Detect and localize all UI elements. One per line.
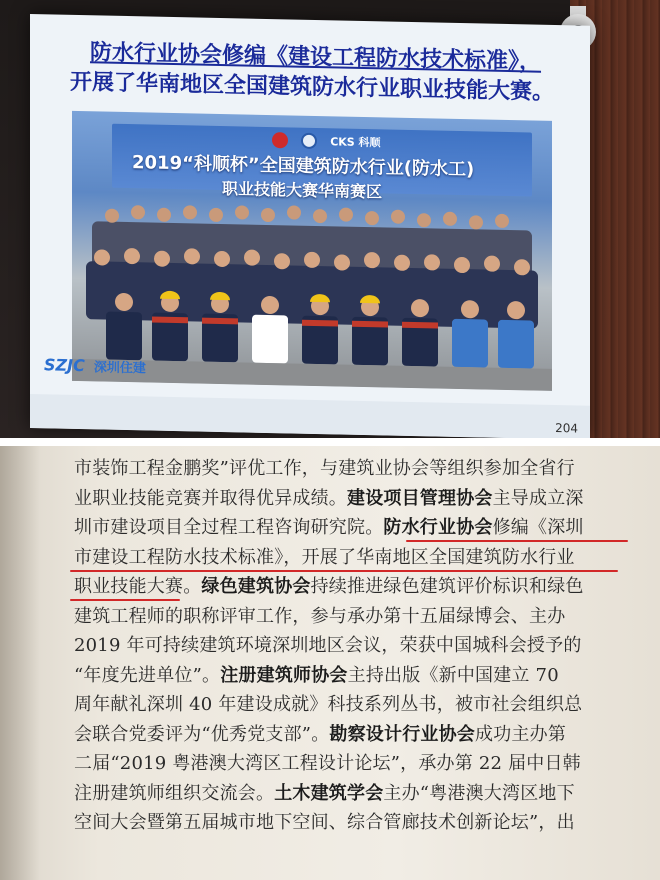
logo-mark: SZJC bbox=[44, 355, 85, 376]
document-line bbox=[74, 808, 634, 838]
text-run: 二届“2019 粤港澳大湾区工程设计论坛”，承办第 22 届中日韩 bbox=[74, 753, 581, 774]
banner-subtitle: 职业技能大赛华南赛区 bbox=[222, 179, 383, 202]
text-run: “年度先进单位”。 bbox=[74, 664, 221, 686]
sponsor-logo-text: CKS 科顺 bbox=[330, 134, 381, 149]
document-line bbox=[74, 602, 634, 632]
text-run: 业职业技能竞赛并取得优异成绩。 bbox=[74, 487, 347, 509]
document-line bbox=[74, 484, 634, 514]
organization-name: 绿色建筑协会 bbox=[201, 576, 311, 597]
slide-title bbox=[70, 37, 580, 107]
organization-name: 防水行业协会 bbox=[383, 517, 493, 538]
text-run: 主办“粤港澳大湾区地下 bbox=[383, 782, 575, 804]
text-run: 主导成立深 bbox=[492, 487, 584, 509]
logo-name: 深圳住建 bbox=[93, 360, 146, 377]
text-run: 市装饰工程金鹏奖”评优工作，与建筑业协会等组织参加全省行 bbox=[74, 458, 575, 479]
red-underline-annotation bbox=[70, 599, 180, 601]
text-run: 周年献礼深圳 40 年建设成就》科技系列丛书，被市社会组织总 bbox=[74, 694, 583, 715]
text-run: 成功主办第 bbox=[475, 723, 567, 745]
document-line bbox=[74, 631, 634, 661]
text-run: 空间大会暨第五届城市地下空间、综合管廊技术创新论坛”，出 bbox=[74, 812, 575, 833]
banner-title: 2019“科顺杯”全国建筑防水行业(防水工) bbox=[132, 152, 475, 181]
organization-name: 土木建筑学会 bbox=[274, 782, 384, 804]
organization-name: 注册建筑师协会 bbox=[220, 664, 348, 686]
document-line bbox=[74, 749, 634, 779]
text-run: 建筑工程师的职称评审工作，参与承办第十五届绿博会、主办 bbox=[74, 605, 566, 627]
document-line bbox=[74, 572, 634, 602]
slide-title-line-1: 防水行业协会修编《建设工程防水技术标准》， bbox=[90, 39, 542, 75]
text-run: 持续推进绿色建筑评价标识和绿色 bbox=[310, 576, 584, 597]
text-run: 修编《深圳 bbox=[492, 517, 584, 538]
text-run: 职业技能大赛。 bbox=[74, 576, 202, 597]
organization-name: 勘察设计行业协会 bbox=[329, 723, 476, 745]
document-line bbox=[74, 543, 634, 573]
group-photo bbox=[72, 111, 552, 391]
organization-name: 建设项目管理协会 bbox=[347, 487, 493, 509]
document-line bbox=[74, 513, 634, 543]
document-line bbox=[74, 779, 634, 809]
slide-title-line-2: 开展了华南地区全国建筑防水行业职业技能大赛。 bbox=[70, 68, 555, 105]
document-line bbox=[74, 661, 634, 691]
crowd-illustration bbox=[72, 111, 552, 391]
text-run: 2019 年可持续建筑环境深圳地区会议，荣获中国城科会授予的 bbox=[74, 635, 582, 656]
text-run: 圳市建设项目全过程工程咨询研究院。 bbox=[74, 517, 384, 538]
red-underline-annotation bbox=[406, 540, 628, 542]
document-text bbox=[74, 454, 634, 838]
shenzhen-housing-logo bbox=[44, 354, 174, 383]
document-photo bbox=[0, 446, 660, 880]
slide-photo bbox=[0, 0, 660, 438]
red-underline-annotation bbox=[70, 570, 618, 572]
document-line bbox=[74, 690, 634, 720]
slide-footer bbox=[30, 394, 590, 438]
text-run: 注册建筑师组织交流会。 bbox=[74, 782, 275, 804]
document-line bbox=[74, 720, 634, 750]
page-curl-shadow bbox=[0, 446, 40, 880]
text-run: 市建设工程防水技术标准》，开展了华南地区全国建筑防水行业 bbox=[74, 546, 575, 568]
photo-divider bbox=[0, 438, 660, 446]
slide-page-number: 204 bbox=[555, 420, 578, 436]
presentation-slide bbox=[30, 14, 590, 438]
document-line bbox=[74, 454, 634, 484]
text-run: 主持出版《新中国建立 70 bbox=[347, 664, 559, 686]
text-run: 会联合党委评为“优秀党支部”。 bbox=[74, 723, 330, 745]
